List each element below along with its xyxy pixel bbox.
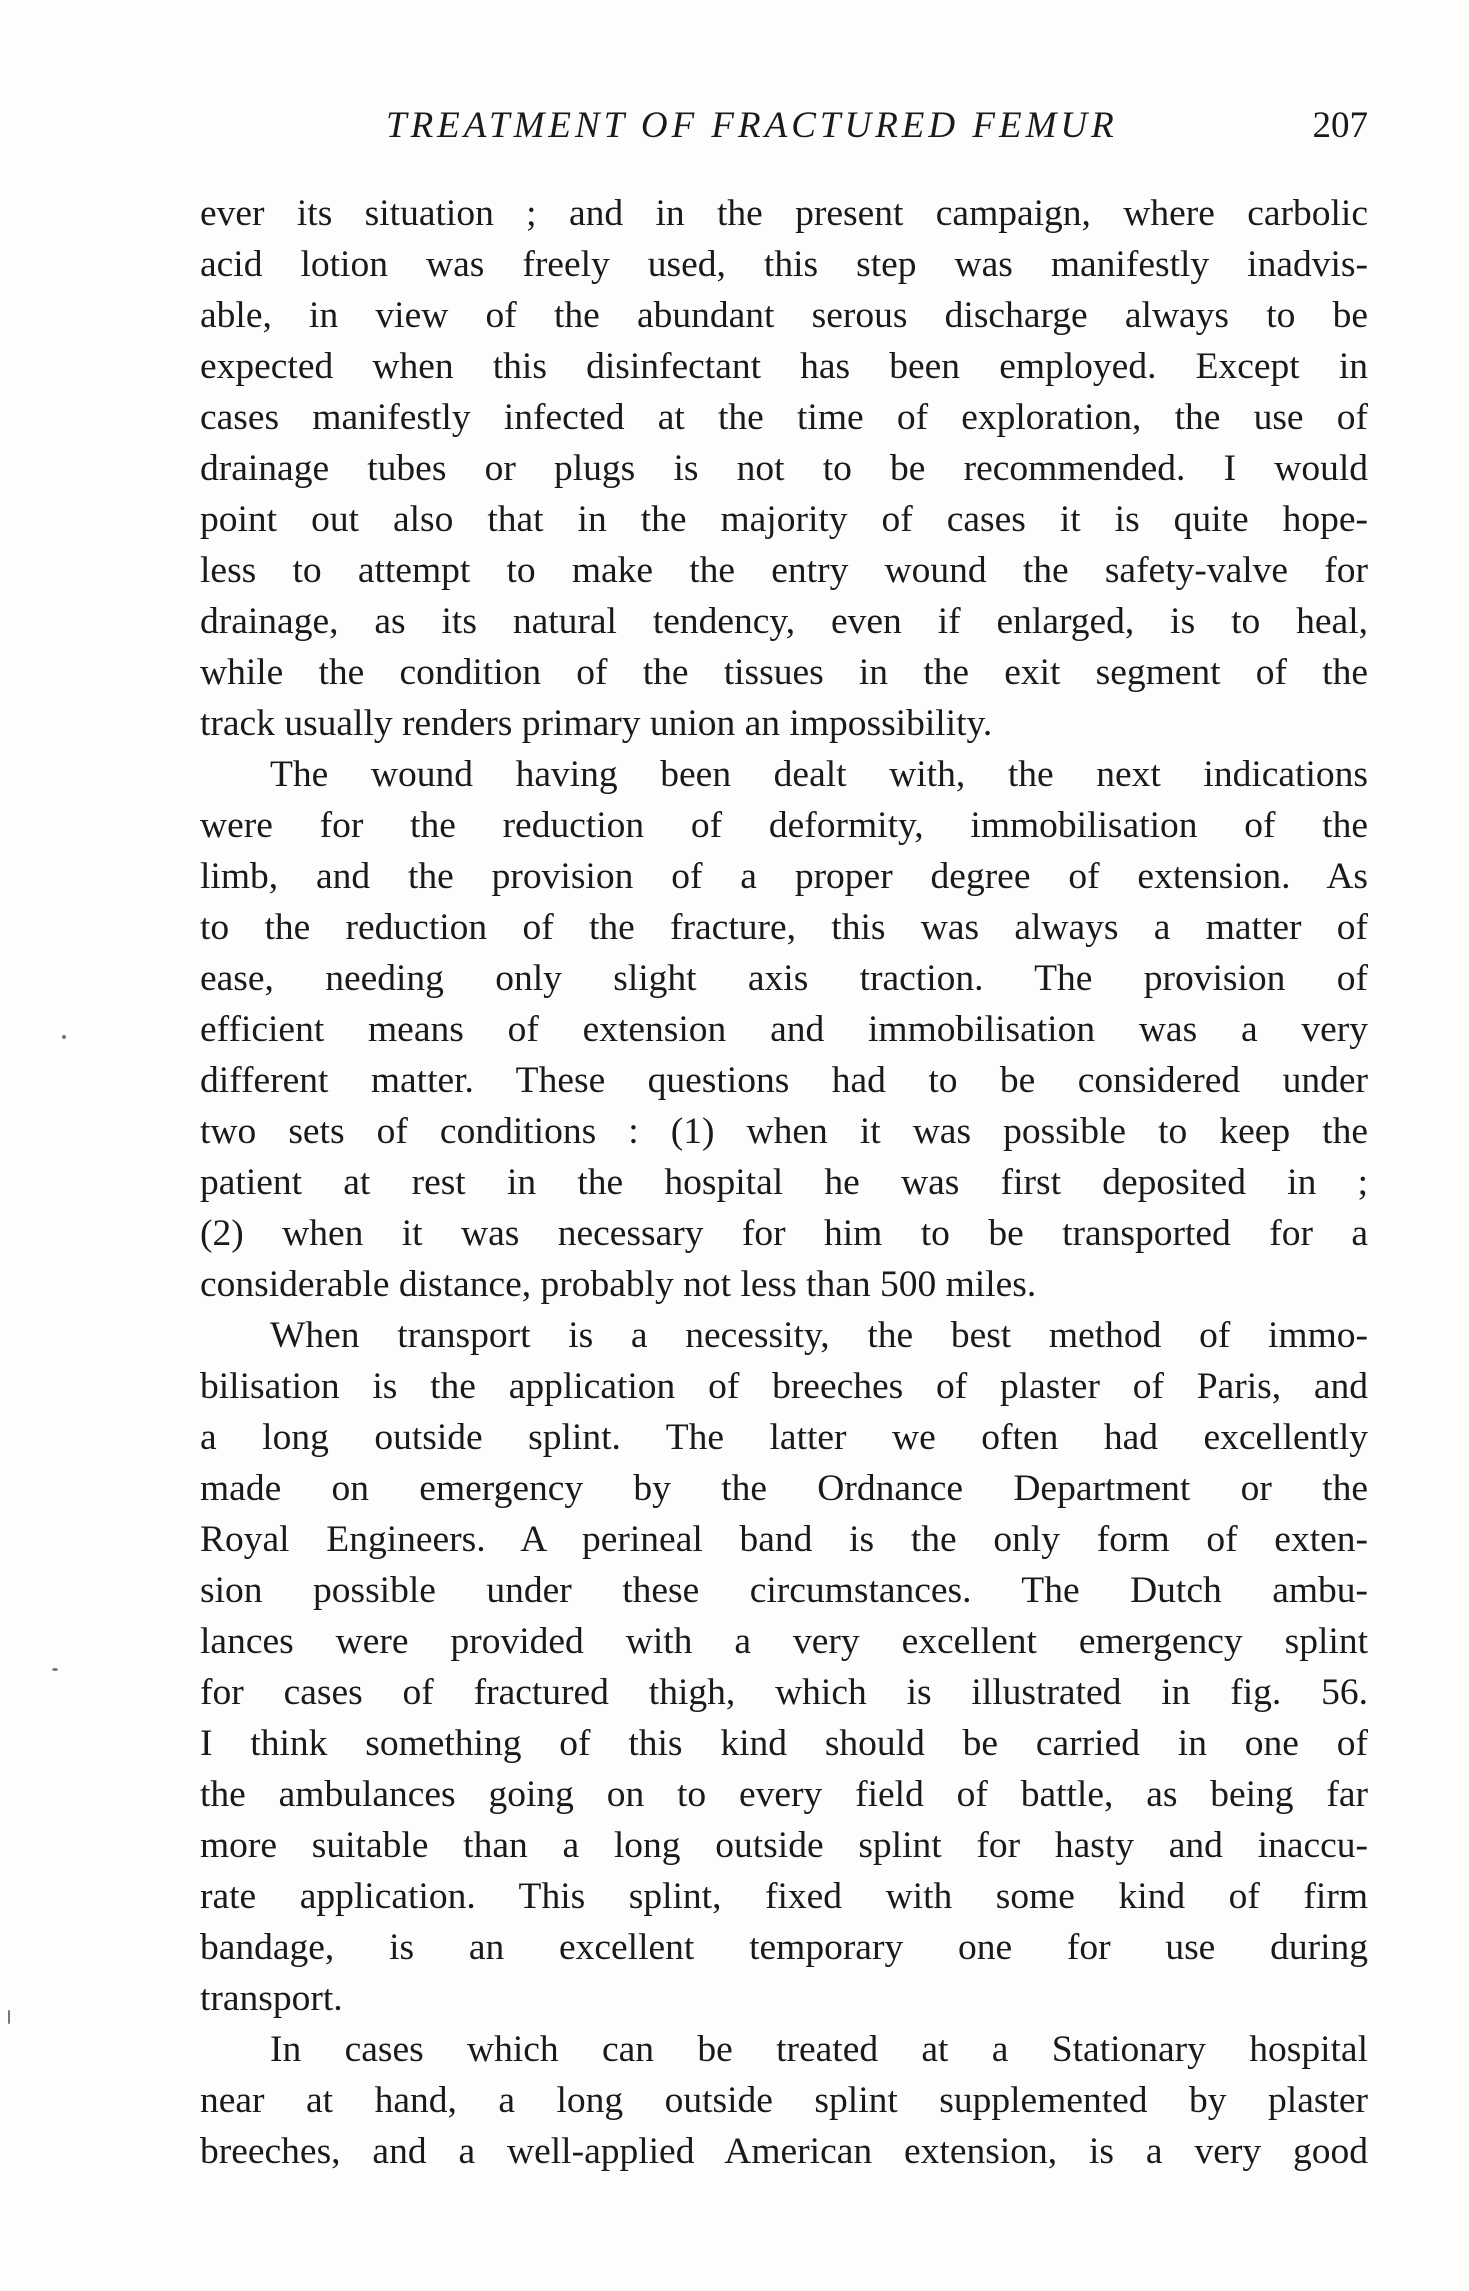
- text-line: less to attempt to make the entry wound the safety-valve for: [200, 550, 1368, 591]
- text-line: The wound having been dealt with, the next indications: [270, 754, 1368, 795]
- text-line: to the reduction of the fracture, this was always a matter of: [200, 907, 1368, 948]
- paragraph-2: [200, 749, 1368, 1310]
- text-line: made on emergency by the Ordnance Department or the: [200, 1468, 1368, 1509]
- paragraph-3: [200, 1310, 1368, 2024]
- paragraph-4: [200, 2024, 1368, 2177]
- text-line: efficient means of extension and immobilisation was a very: [200, 1009, 1368, 1050]
- text-line: ease, needing only slight axis traction. The provision of: [200, 958, 1368, 999]
- text-line: lances were provided with a very excellent emergency splint: [200, 1621, 1368, 1662]
- text-line: were for the reduction of deformity, immobilisation of the: [200, 805, 1368, 846]
- body-text: [200, 188, 1368, 2177]
- text-line: drainage, as its natural tendency, even if enlarged, is to heal,: [200, 601, 1368, 642]
- text-line: acid lotion was freely used, this step was manifestly inadvis-: [200, 244, 1368, 285]
- text-line: while the condition of the tissues in the exit segment of the: [200, 652, 1368, 693]
- text-line: near at hand, a long outside splint supplemented by plaster: [200, 2080, 1368, 2121]
- text-line: sion possible under these circumstances. The Dutch ambu-: [200, 1570, 1368, 1611]
- text-line: expected when this disinfectant has been employed. Except in: [200, 346, 1368, 387]
- text-line: In cases which can be treated at a Stationary hospital: [270, 2029, 1368, 2070]
- text-line: drainage tubes or plugs is not to be recommended. I would: [200, 448, 1368, 489]
- text-line: more suitable than a long outside splint for hasty and inaccu-: [200, 1825, 1368, 1866]
- page-number: 207: [1312, 105, 1368, 146]
- text-line: cases manifestly infected at the time of exploration, the use of: [200, 397, 1368, 438]
- text-line: two sets of conditions : (1) when it was possible to keep the: [200, 1111, 1368, 1152]
- scan-speck: [8, 2010, 10, 2024]
- text-line: bilisation is the application of breeches of plaster of Paris, and: [200, 1366, 1368, 1407]
- text-line: point out also that in the majority of cases it is quite hope-: [200, 499, 1368, 540]
- text-line: considerable distance, probably not less than 500 miles.: [200, 1264, 1037, 1305]
- text-line: Royal Engineers. A perineal band is the only form of exten-: [200, 1519, 1368, 1560]
- text-line: transport.: [200, 1978, 343, 2019]
- running-head: [200, 104, 1368, 154]
- text-line: patient at rest in the hospital he was first deposited in ;: [200, 1162, 1368, 1203]
- paragraph-1: [200, 188, 1368, 749]
- text-line: When transport is a necessity, the best method of immo-: [270, 1315, 1368, 1356]
- text-line: a long outside splint. The latter we often had excellently: [200, 1417, 1368, 1458]
- text-line: I think something of this kind should be carried in one of: [200, 1723, 1368, 1764]
- scan-speck: [62, 1035, 66, 1039]
- text-line: ever its situation ; and in the present campaign, where carbolic: [200, 193, 1368, 234]
- text-line: rate application. This splint, fixed with some kind of firm: [200, 1876, 1368, 1917]
- text-line: breeches, and a well-applied American extension, is a very good: [200, 2131, 1368, 2172]
- text-line: the ambulances going on to every field of battle, as being far: [200, 1774, 1368, 1815]
- text-line: bandage, is an excellent temporary one for use during: [200, 1927, 1368, 1968]
- text-line: track usually renders primary union an impossibility.: [200, 703, 993, 744]
- text-line: (2) when it was necessary for him to be transported for a: [200, 1213, 1368, 1254]
- text-line: able, in view of the abundant serous discharge always to be: [200, 295, 1368, 336]
- scan-speck: [52, 1668, 58, 1671]
- text-line: different matter. These questions had to be considered under: [200, 1060, 1368, 1101]
- running-title: TREATMENT OF FRACTURED FEMUR: [386, 105, 1118, 146]
- text-line: for cases of fractured thigh, which is illustrated in fig. 56.: [200, 1672, 1368, 1713]
- text-line: limb, and the provision of a proper degree of extension. As: [200, 856, 1368, 897]
